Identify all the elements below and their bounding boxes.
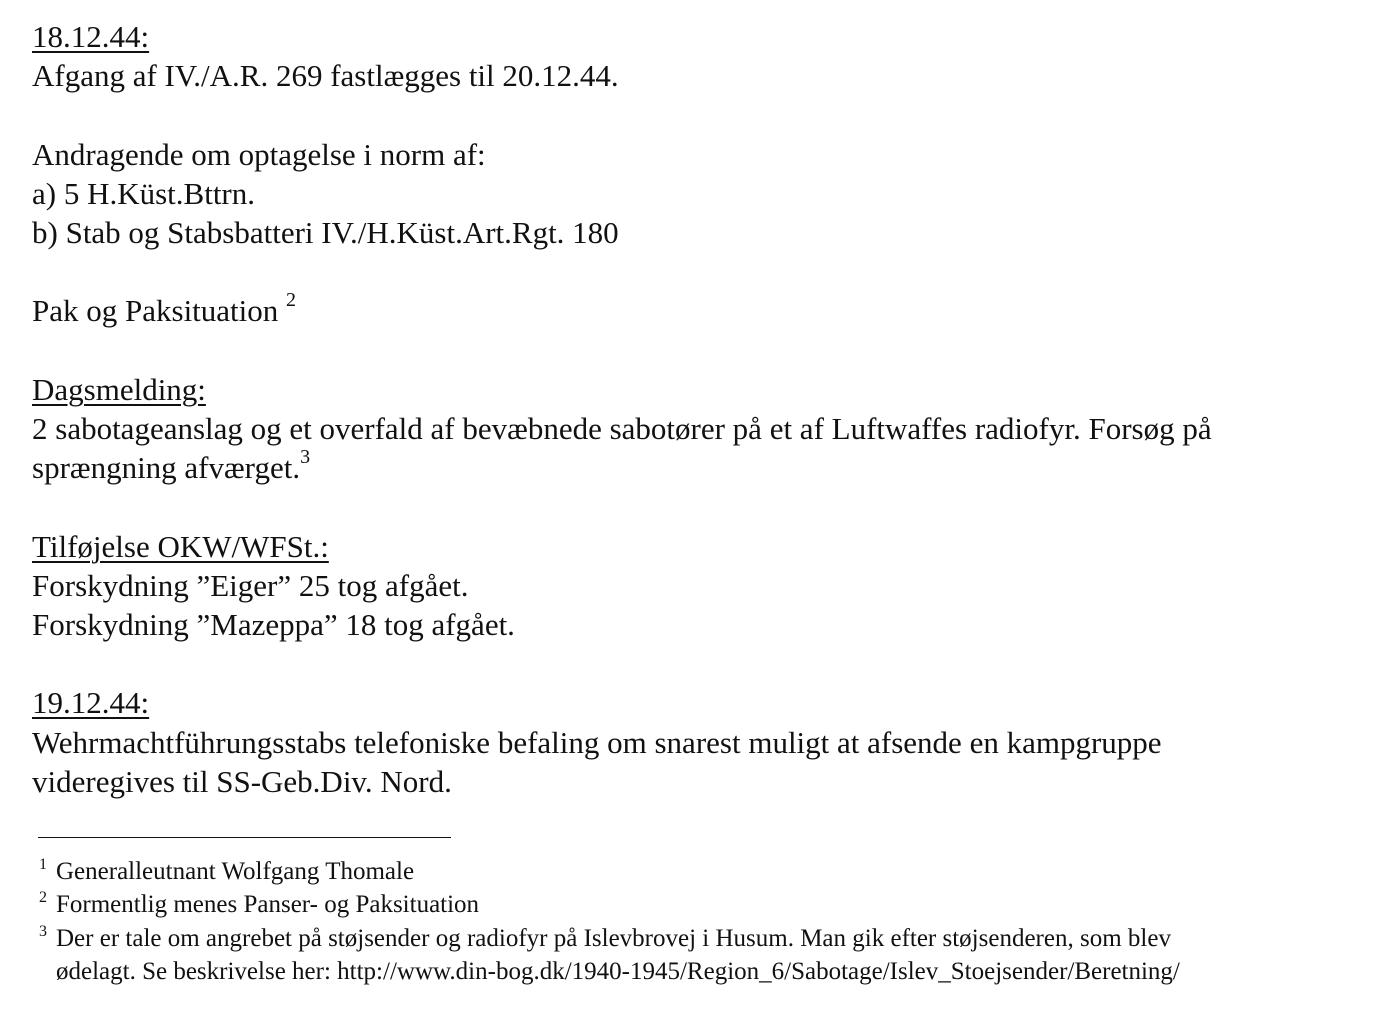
footnote-3 [38, 922, 1358, 955]
dagsmelding-text-2: sprængning afværget. [32, 450, 301, 486]
befaling-line-2: videregives til SS-Geb.Div. Nord. [32, 763, 452, 799]
pak-text: Pak og Paksituation [32, 293, 287, 329]
afgang-line: Afgang af IV./A.R. 269 fastlægges til 20.12.44. [32, 58, 619, 94]
blank-line [32, 331, 1362, 370]
dagsmelding-line-1: 2 sabotageanslag og et overfald af bevæbnede sabotører på et af Luftwaffes radiofyr. Forsøg på [32, 410, 1212, 446]
footnote-separator [38, 837, 451, 838]
andragende-item-a: a) 5 H.Küst.Bttrn. [32, 175, 256, 211]
footnote-ref-2: 2 [286, 289, 297, 312]
footnote-ref-3: 3 [300, 445, 311, 468]
footnote-text: ødelagt. Se beskrivelse her: http://www.din-bog.dk/1940-1945/Region_6/Sabotage/Islev_Stoejsender/Beretning/ [56, 957, 1180, 985]
footnote-text: Generalleutnant Wolfgang Thomale [56, 858, 415, 885]
dagsmelding-heading-line [32, 370, 1362, 409]
entry-date-1912 [32, 683, 1362, 722]
footnote-2 [38, 888, 1358, 921]
footnote-3-continuation [38, 955, 1358, 988]
footnote-number: 3 [39, 922, 47, 940]
blank-line [32, 95, 1362, 134]
pak-line [32, 291, 1362, 330]
dagsmelding-line-2 [32, 445, 1362, 487]
footnote-text: Formentlig menes Panser- og Paksituation [56, 891, 480, 919]
footnote-text: Der er tale om angrebet på støjsender og radiofyr på Islevbrovej i Husum. Man gik efter støjsenderen, som blev [56, 924, 1171, 952]
andragende-title: Andragende om optagelse i norm af: [32, 136, 486, 172]
blank-line [32, 487, 1362, 526]
date-heading: 18.12.44: [32, 19, 150, 54]
tilfojelse-heading: Tilføjelse OKW/WFSt.: [32, 528, 329, 564]
footnote-number: 1 [39, 856, 47, 873]
document-body [32, 17, 1362, 801]
tilfojelse-heading-line [32, 527, 1362, 566]
footnotes [38, 855, 1358, 988]
dagsmelding-heading: Dagsmelding: [32, 371, 206, 407]
date-heading: 19.12.44: [32, 685, 150, 721]
footnote-1 [38, 855, 1358, 888]
entry-date-1812 [32, 17, 1362, 56]
befaling-line-1: Wehrmachtführungsstabs telefoniske befaling om snarest muligt at afsende en kampgruppe [32, 724, 1162, 760]
blank-line [32, 252, 1362, 291]
forskydning-mazeppa: Forskydning ”Mazeppa” 18 tog afgået. [32, 606, 515, 642]
footnote-number: 2 [39, 889, 47, 907]
andragende-item-b: b) Stab og Stabsbatteri IV./H.Küst.Art.Rgt. 180 [32, 215, 619, 250]
forskydning-eiger: Forskydning ”Eiger” 25 tog afgået. [32, 567, 469, 603]
blank-line [32, 644, 1362, 683]
